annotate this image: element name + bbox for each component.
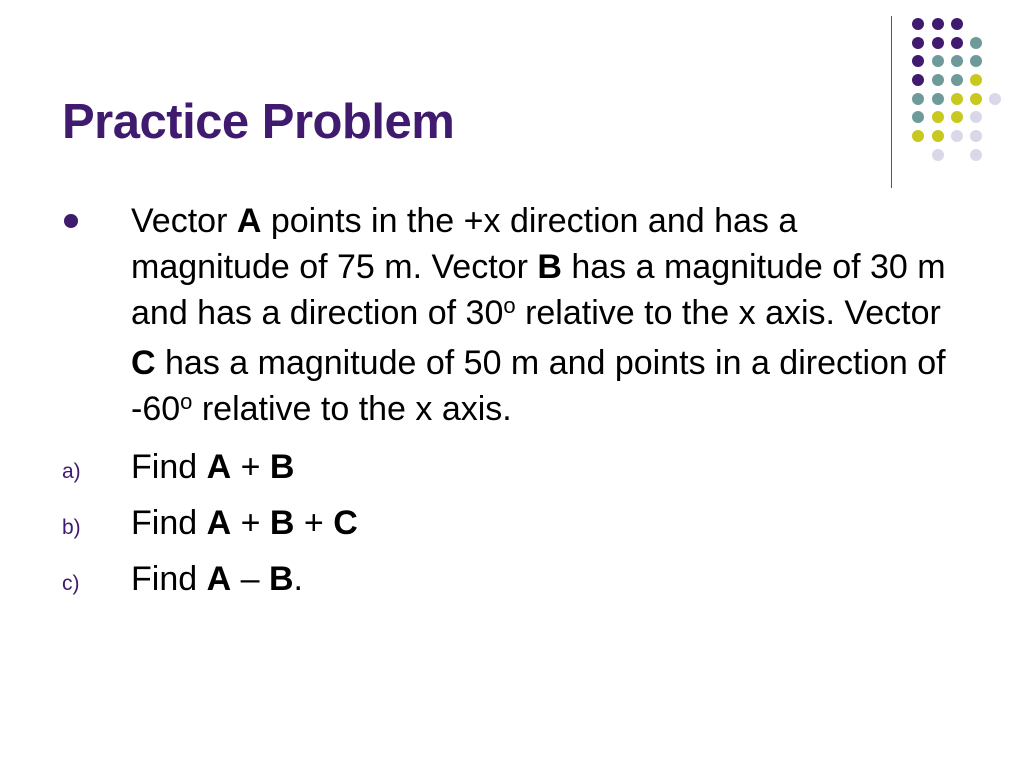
vertical-divider xyxy=(891,16,892,188)
deco-dot xyxy=(951,74,963,86)
question-item-b xyxy=(62,500,962,546)
text-run: points in the +x direction and has a magnitude of 75 m. Vector xyxy=(131,202,798,286)
deco-dot xyxy=(951,55,963,67)
vector-label: B xyxy=(268,560,294,598)
deco-dot xyxy=(932,37,944,49)
deco-dot xyxy=(932,93,944,105)
list-marker: b) xyxy=(62,516,81,539)
deco-dot xyxy=(912,93,924,105)
deco-dot xyxy=(970,149,982,161)
deco-dot xyxy=(970,111,982,123)
vector-c-label: C xyxy=(131,344,156,382)
deco-dot xyxy=(912,55,924,67)
text-run: relative to the x axis. xyxy=(192,390,512,428)
bullet-icon xyxy=(64,214,78,228)
deco-dot xyxy=(970,37,982,49)
text-run: Vector xyxy=(131,202,237,240)
deco-dot xyxy=(951,130,963,142)
text-run: relative to the x axis. Vector xyxy=(515,294,941,332)
problem-statement xyxy=(131,198,961,436)
deco-dot xyxy=(912,130,924,142)
vector-label: A xyxy=(206,504,232,542)
text-run: Find xyxy=(131,560,207,598)
vector-a-label: A xyxy=(236,202,262,240)
text-run: has a magnitude of 30 m and has a direction of 30 xyxy=(131,248,946,332)
deco-dot xyxy=(932,18,944,30)
vector-label: C xyxy=(333,504,358,542)
question-text xyxy=(131,444,294,490)
list-marker: c) xyxy=(62,572,80,595)
text-run: . xyxy=(293,560,303,598)
degree-mark: o xyxy=(503,293,516,318)
slide-title: Practice Problem xyxy=(62,95,455,149)
vector-label: B xyxy=(269,504,295,542)
operator: + xyxy=(231,448,270,486)
text-run: Find xyxy=(131,448,207,486)
deco-dot xyxy=(970,55,982,67)
deco-dot xyxy=(970,130,982,142)
slide-body xyxy=(62,198,962,602)
question-text xyxy=(131,556,303,602)
list-marker: a) xyxy=(62,460,81,483)
question-item-c xyxy=(62,556,962,602)
deco-dot xyxy=(951,37,963,49)
deco-dot xyxy=(912,74,924,86)
deco-dot xyxy=(932,149,944,161)
question-text xyxy=(131,500,358,546)
operator: + xyxy=(294,504,334,542)
vector-label: B xyxy=(269,448,295,486)
vector-label: A xyxy=(206,448,232,486)
deco-dot xyxy=(932,55,944,67)
deco-dot xyxy=(932,74,944,86)
text-run: Find xyxy=(131,504,207,542)
deco-dot xyxy=(951,18,963,30)
text-run: has a magnitude of 50 m and points in a direction of -60 xyxy=(131,344,946,428)
deco-dot xyxy=(951,93,963,105)
deco-dot xyxy=(970,74,982,86)
degree-mark: o xyxy=(180,389,193,414)
operator: + xyxy=(231,504,270,542)
deco-dot xyxy=(912,18,924,30)
question-list xyxy=(62,444,962,602)
deco-dot xyxy=(970,93,982,105)
deco-dot xyxy=(912,37,924,49)
deco-dot xyxy=(932,111,944,123)
question-item-a xyxy=(62,444,962,490)
operator: – xyxy=(231,560,269,598)
vector-label: A xyxy=(206,560,232,598)
vector-b-label: B xyxy=(537,248,562,286)
deco-dot xyxy=(989,93,1001,105)
problem-bullet xyxy=(62,198,962,436)
deco-dot xyxy=(932,130,944,142)
deco-dot xyxy=(912,111,924,123)
deco-dot xyxy=(951,111,963,123)
